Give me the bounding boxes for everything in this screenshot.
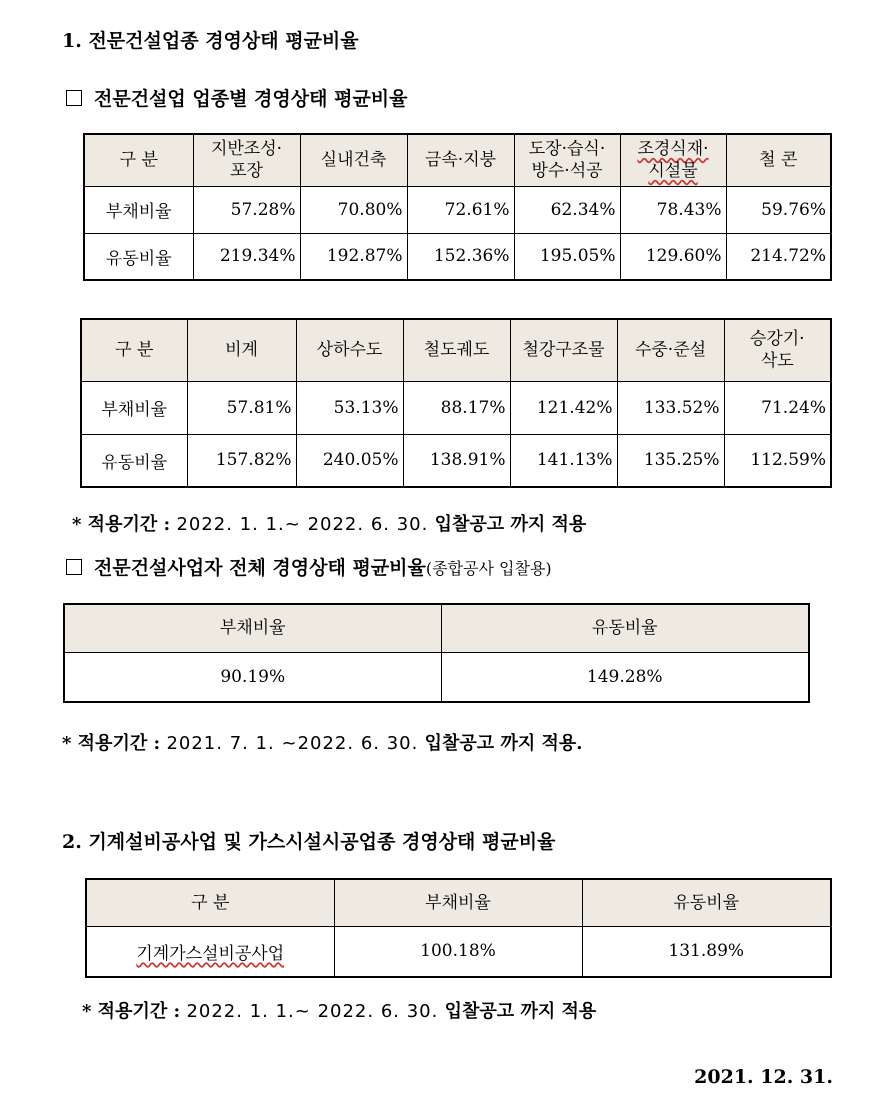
table-cell: 138.91% bbox=[403, 434, 510, 487]
table-cell: 112.59% bbox=[724, 434, 831, 487]
table-cell: 135.25% bbox=[617, 434, 724, 487]
table-cell: 100.18% bbox=[334, 926, 582, 977]
table-header: 비계 bbox=[187, 319, 296, 381]
note-period: 2022. 1. 1.~ 2022. 6. 30. bbox=[186, 1001, 439, 1022]
row-label-text: 기계가스설비공사업 bbox=[136, 943, 285, 964]
section1-heading: 1. 전문건설업종 경영상태 평균비율 bbox=[62, 30, 359, 52]
table-cell: 71.24% bbox=[724, 381, 831, 434]
table-header: 구 분 bbox=[84, 134, 193, 186]
table-cell: 152.36% bbox=[407, 233, 514, 280]
row-label bbox=[86, 926, 334, 977]
table-cell: 57.81% bbox=[187, 381, 296, 434]
trade-ratio-table-2 bbox=[80, 318, 832, 488]
note-suffix: 입찰공고 까지 적용 bbox=[444, 1001, 597, 1022]
subsection-title-text: 전문건설업 업종별 경영상태 평균비율 bbox=[94, 88, 408, 110]
checkbox-square-icon bbox=[66, 559, 82, 575]
table-header: 구 분 bbox=[81, 319, 187, 381]
table-cell: 78.43% bbox=[620, 186, 726, 233]
table-header: 실내건축 bbox=[300, 134, 407, 186]
note-period: 2022. 1. 1.~ 2022. 6. 30. bbox=[176, 514, 429, 535]
checkbox-square-icon bbox=[66, 90, 82, 106]
application-period-note-2 bbox=[62, 729, 583, 755]
table-cell: 90.19% bbox=[64, 652, 441, 702]
table-header: 유동비율 bbox=[582, 879, 831, 926]
table-header: 부채비율 bbox=[64, 604, 441, 652]
table-cell: 133.52% bbox=[617, 381, 724, 434]
table-cell: 219.34% bbox=[193, 233, 300, 280]
table-header: 철도궤도 bbox=[403, 319, 510, 381]
table-header: 도장·습식· 방수·석공 bbox=[514, 134, 620, 186]
table-cell: 149.28% bbox=[441, 652, 809, 702]
table-header: 유동비율 bbox=[441, 604, 809, 652]
table-cell: 195.05% bbox=[514, 233, 620, 280]
subsection-title-note: (종합공사 입찰용) bbox=[425, 559, 552, 578]
table-cell: 57.28% bbox=[193, 186, 300, 233]
table-cell: 141.13% bbox=[510, 434, 617, 487]
table-cell: 88.17% bbox=[403, 381, 510, 434]
table-cell: 131.89% bbox=[582, 926, 831, 977]
table-cell: 121.42% bbox=[510, 381, 617, 434]
table-cell: 72.61% bbox=[407, 186, 514, 233]
application-period-note-1 bbox=[72, 510, 586, 536]
subsection-title-text: 전문건설사업자 전체 경영상태 평균비율 bbox=[94, 557, 426, 579]
subsection-title-overall bbox=[66, 553, 552, 580]
table-header: 상하수도 bbox=[296, 319, 403, 381]
table-header: 금속·지붕 bbox=[407, 134, 514, 186]
subsection-title-by-trade bbox=[66, 84, 408, 111]
table-header: 철강구조물 bbox=[510, 319, 617, 381]
table-header: 구 분 bbox=[86, 879, 334, 926]
row-label: 유동비율 bbox=[84, 233, 193, 280]
row-label: 유동비율 bbox=[81, 434, 187, 487]
table-cell: 129.60% bbox=[620, 233, 726, 280]
table-cell: 240.05% bbox=[296, 434, 403, 487]
section2-heading: 2. 기계설비공사업 및 가스시설시공업종 경영상태 평균비율 bbox=[62, 831, 556, 853]
note-prefix: * 적용기간 : bbox=[72, 514, 171, 535]
trade-ratio-table-1 bbox=[83, 133, 832, 281]
mechanical-gas-ratio-table bbox=[85, 878, 832, 978]
note-prefix: * 적용기간 : bbox=[82, 1001, 181, 1022]
table-cell: 70.80% bbox=[300, 186, 407, 233]
overall-ratio-table bbox=[63, 603, 810, 703]
table-header: 승강기· 삭도 bbox=[724, 319, 831, 381]
table-header: 부채비율 bbox=[334, 879, 582, 926]
row-label: 부채비율 bbox=[81, 381, 187, 434]
note-prefix: * 적용기간 : bbox=[62, 733, 161, 754]
table-header: 조경식재· 시설물 bbox=[620, 134, 726, 186]
table-cell: 62.34% bbox=[514, 186, 620, 233]
table-cell: 192.87% bbox=[300, 233, 407, 280]
table-header: 철 콘 bbox=[726, 134, 831, 186]
table-header: 지반조성· 포장 bbox=[193, 134, 300, 186]
table-cell: 157.82% bbox=[187, 434, 296, 487]
row-label: 부채비율 bbox=[84, 186, 193, 233]
table-cell: 53.13% bbox=[296, 381, 403, 434]
note-period: 2021. 7. 1. ~2022. 6. 30. bbox=[166, 733, 419, 754]
document-date: 2021. 12. 31. bbox=[694, 1066, 833, 1088]
table-header: 수중·준설 bbox=[617, 319, 724, 381]
note-suffix: 입찰공고 까지 적용 bbox=[434, 514, 587, 535]
note-suffix: 입찰공고 까지 적용. bbox=[424, 733, 583, 754]
table-cell: 59.76% bbox=[726, 186, 831, 233]
table-cell: 214.72% bbox=[726, 233, 831, 280]
application-period-note-3 bbox=[82, 997, 596, 1023]
